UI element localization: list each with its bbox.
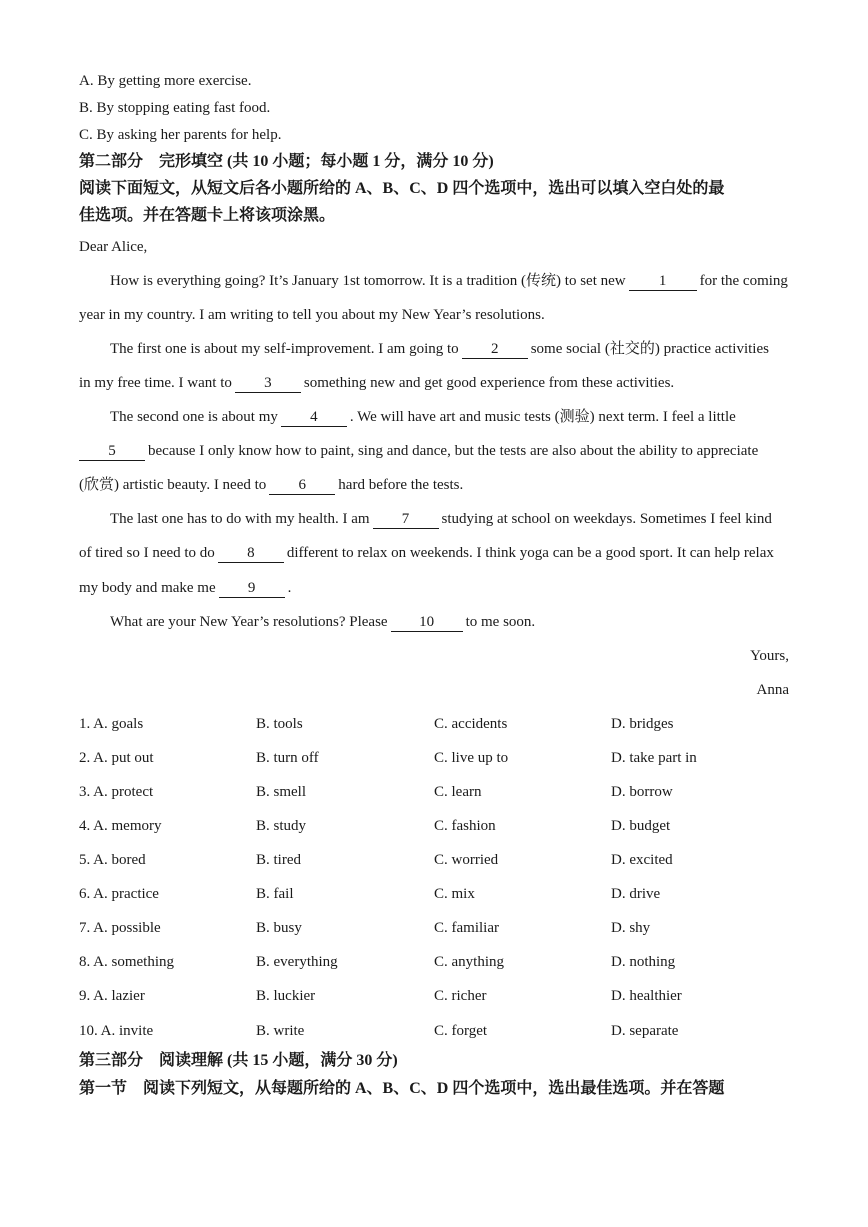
- option-text: C. fashion: [434, 818, 496, 834]
- option-text: D. nothing: [611, 954, 676, 970]
- option-text: B. fail: [256, 886, 294, 902]
- option-text: D. bridges: [611, 716, 674, 732]
- question-10-options: [79, 1021, 790, 1041]
- blank-6: 6: [269, 477, 335, 495]
- option-text: B. tools: [256, 716, 303, 732]
- blank-1: 1: [629, 273, 697, 291]
- option-text: C. live up to: [434, 750, 509, 766]
- option-text: B. turn off: [256, 750, 319, 766]
- blank-3: 3: [235, 375, 301, 393]
- blank-8: 8: [218, 545, 284, 563]
- letter-signature: Anna: [756, 682, 789, 698]
- letter-p3-line1: The second one is about my 4 . We will have art and music tests (测验) next term. I feel a little: [110, 409, 736, 425]
- option-text: B. busy: [256, 920, 302, 936]
- blank-9: 9: [219, 580, 285, 598]
- letter-p2-line1: The first one is about my self-improvement. I am going to 2 some social (社交的) practice activities: [110, 341, 769, 357]
- letter-p3-line3: (欣赏) artistic beauty. I need to 6 hard before the tests.: [79, 477, 464, 493]
- option-text: D. excited: [611, 852, 673, 868]
- option-text: B. smell: [256, 784, 307, 800]
- question-1-options: [79, 714, 790, 734]
- question-6-options: [79, 884, 790, 904]
- option-text: B. luckier: [256, 988, 316, 1004]
- option-text: D. healthier: [611, 988, 682, 1004]
- option-text: B. write: [256, 1023, 305, 1039]
- option-text: B. study: [256, 818, 307, 834]
- option-text: D. drive: [611, 886, 661, 902]
- option-text: D. borrow: [611, 784, 673, 800]
- option-text: 8. A. something: [79, 954, 175, 970]
- option-text: 2. A. put out: [79, 750, 154, 766]
- question-9-options: [79, 986, 790, 1006]
- option-text: C. learn: [434, 784, 482, 800]
- option-text: 3. A. protect: [79, 784, 154, 800]
- letter-p3-line2: 5 because I only know how to paint, sing and dance, but the tests are also about the ability to appreciate: [79, 441, 758, 461]
- option-text: 1. A. goals: [79, 716, 144, 732]
- letter-p1-line1: How is everything going? It’s January 1st tomorrow. It is a tradition (传统) to set new 1 for the coming: [110, 273, 788, 289]
- option-text: B. tired: [256, 852, 301, 868]
- option-text: C. mix: [434, 886, 475, 902]
- letter-p1-line2: year in my country. I am writing to tell you about my New Year’s resolutions.: [79, 307, 545, 323]
- option-text: 7. A. possible: [79, 920, 161, 936]
- part3-title: 第三部分 阅读理解 (共 15 小题，满分 30 分): [79, 1052, 398, 1069]
- option-text: D. separate: [611, 1023, 679, 1039]
- letter-p4-line2: of tired so I need to do 8 different to relax on weekends. I think yoga can be a good sport. It can help relax: [79, 545, 774, 561]
- option-text: C. worried: [434, 852, 499, 868]
- option-text: 6. A. practice: [79, 886, 159, 902]
- blank-10: 10: [391, 614, 463, 632]
- question-2-options: [79, 748, 790, 768]
- blank-2: 2: [462, 341, 528, 359]
- option-b-text: B. By stopping eating fast food.: [79, 100, 271, 116]
- option-text: D. shy: [611, 920, 651, 936]
- question-4-options: [79, 816, 790, 836]
- question-7-options: [79, 918, 790, 938]
- question-8-options: [79, 952, 790, 972]
- part2-instruction-line1: 阅读下面短文，从短文后各小题所给的 A、B、C、D 四个选项中，选出可以填入空白处的最: [79, 180, 725, 197]
- option-text: C. familiar: [434, 920, 499, 936]
- letter-p4-line1: The last one has to do with my health. I am 7 studying at school on weekdays. Sometimes I feel kind: [110, 511, 772, 527]
- letter-p4-line3: my body and make me 9 .: [79, 580, 292, 596]
- part2-instruction-line2: 佳选项。并在答题卡上将该项涂黑。: [79, 207, 336, 224]
- option-text: D. budget: [611, 818, 671, 834]
- option-text: 4. A. memory: [79, 818, 162, 834]
- letter-salutation: Dear Alice,: [79, 239, 148, 255]
- option-text: B. everything: [256, 954, 338, 970]
- option-text: C. accidents: [434, 716, 508, 732]
- question-5-options: [79, 850, 790, 870]
- blank-5: 5: [79, 443, 145, 461]
- letter-p5: What are your New Year’s resolutions? Please 10 to me soon.: [110, 614, 536, 630]
- letter-closing: Yours,: [750, 648, 789, 664]
- letter-p2-line2: in my free time. I want to 3 something new and get good experience from these activities.: [79, 375, 675, 391]
- question-3-options: [79, 782, 790, 802]
- option-text: 5. A. bored: [79, 852, 146, 868]
- blank-4: 4: [281, 409, 347, 427]
- blank-7: 7: [373, 511, 439, 529]
- part3-section1-instruction: 第一节 阅读下列短文，从每题所给的 A、B、C、D 四个选项中，选出最佳选项。并在答题: [79, 1080, 725, 1097]
- part2-title: 第二部分 完形填空 (共 10 小题；每小题 1 分，满分 10 分): [79, 153, 494, 170]
- option-text: D. take part in: [611, 750, 697, 766]
- option-a-text: A. By getting more exercise.: [79, 73, 252, 89]
- option-c-text: C. By asking her parents for help.: [79, 127, 282, 143]
- option-text: 9. A. lazier: [79, 988, 145, 1004]
- option-text: C. forget: [434, 1023, 488, 1039]
- option-text: C. anything: [434, 954, 504, 970]
- option-text: C. richer: [434, 988, 487, 1004]
- option-text: 10. A. invite: [79, 1023, 154, 1039]
